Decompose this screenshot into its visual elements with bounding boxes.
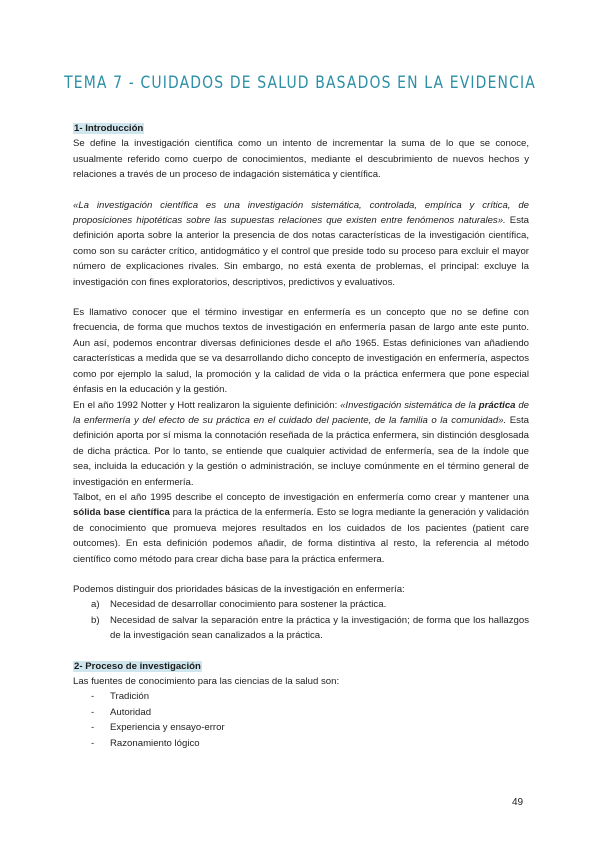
list-item bbox=[73, 613, 529, 644]
list-marker: - bbox=[91, 722, 95, 734]
sources-list bbox=[73, 689, 529, 751]
list-item bbox=[73, 736, 529, 751]
section-1-heading bbox=[73, 121, 529, 136]
priorities-list bbox=[73, 597, 529, 643]
section-2-heading bbox=[73, 659, 529, 674]
bold-text: sólida base científica bbox=[73, 507, 170, 519]
paragraph-definition: Se define la investigación científica como un intento de incrementar la suma de lo que se conoce, usualmente referido como cuerpo de conocimientos, mediante el descubrimiento de nuevos hechos y relaciones a través de un proceso de indagación sistemática y científica. bbox=[73, 138, 529, 181]
paragraph-talbot bbox=[73, 490, 529, 567]
paragraph-sources-intro: Las fuentes de conocimiento para las ciencias de la salud son: bbox=[73, 676, 340, 687]
paragraph-text: Esta definición aporta sobre la anterior la presencia de dos notas características de la investigación científica, como son su carácter crítico, antidogmático y el control que preside todo su proceso para excluir el mayor número de explicaciones rivales. Sin embargo, no está exenta de problemas, el principal: excluye la investigación con fines exploratorios, descriptivos, predictivos y evaluativos. bbox=[73, 215, 529, 288]
paragraph-nursing-research: Es llamativo conocer que el término investigar en enfermería es un concepto que no se define con frecuencia, de forma que muchos textos de investigación en enfermería pasan de largo ante este punto. Aun así, podemos encontrar diversas definiciones desde el año 1965. Estas definiciones van añadiendo características a medida que se va desarrollando dicho concepto de investigación en enfermería, aspectos como por ejemplo la salud, la promoción y la calidad de vida o la práctica enfermera que pone especial énfasis en la educación y la gestión. bbox=[73, 307, 529, 396]
document-body bbox=[73, 121, 529, 751]
list-item bbox=[73, 720, 529, 735]
quote-text: «Investigación sistemática de la bbox=[340, 399, 479, 411]
paragraph-text: Esta definición aporta por sí misma la connotación reseñada de la práctica enfermera, sin distinción desglosada de dicha práctica. Por lo tanto, se entiende que cualquier actividad de enfermería, sea de la índole que sea, incluida la educación y la gestión o administración, se incluye comúnmente en el término general de investigación en enfermería. bbox=[73, 414, 529, 488]
list-item-text: Autoridad bbox=[110, 706, 152, 718]
page-number: 49 bbox=[512, 797, 524, 808]
page-title: TEMA 7 - CUIDADOS DE SALUD BASADOS EN LA EVIDENCIA bbox=[64, 73, 536, 93]
list-marker: a) bbox=[91, 599, 100, 611]
list-marker: - bbox=[91, 706, 95, 718]
list-item-text: Necesidad de desarrollar conocimiento para sostener la práctica. bbox=[110, 599, 387, 611]
quote-text: de la enfermería y del efecto de su práctica en el cuidado del paciente, de la familia o la comunidad». bbox=[73, 399, 529, 426]
list-marker: - bbox=[91, 737, 95, 749]
list-item bbox=[73, 705, 529, 720]
list-marker: b) bbox=[91, 614, 100, 626]
paragraph-text: En el año 1992 Notter y Hott realizaron la siguiente definición: bbox=[73, 399, 341, 411]
paragraph-text: Talbot, en el año 1995 describe el concepto de investigación en enfermería como crear y mantener una bbox=[73, 491, 529, 503]
paragraph-quote-definition bbox=[73, 198, 529, 290]
list-marker: - bbox=[91, 691, 95, 703]
list-item-text: Experiencia y ensayo-error bbox=[110, 722, 225, 734]
list-item-text: Necesidad de salvar la separación entre la práctica y la investigación; de forma que los hallazgos de la investigación sean canalizados a la práctica. bbox=[110, 614, 529, 642]
paragraph-priorities-intro: Podemos distinguir dos prioridades básicas de la investigación en enfermería: bbox=[73, 583, 405, 595]
paragraph-text: para la práctica de la enfermería. Esto se logra mediante la generación y validación de conocimiento que promueva mejores resultados en los cuidados de los pacientes (patient care outcomes). En esta definición podemos añadir, de forma distintiva al resto, la referencia al método científico como método para crear dicha base para la práctica enfermera. bbox=[73, 507, 529, 565]
quote-bold-text: práctica bbox=[478, 399, 516, 411]
section-heading-highlight: 1- Introducción bbox=[74, 123, 144, 134]
section-heading-highlight: 2- Proceso de investigación bbox=[74, 660, 201, 672]
list-item-text: Tradición bbox=[110, 691, 150, 703]
list-item bbox=[73, 597, 529, 612]
quote-text: «La investigación científica es una investigación sistemática, controlada, empírica y crítica, de proposiciones hipotéticas sobre las supuestas relaciones que existen entre fenómenos naturales». bbox=[73, 199, 529, 227]
list-item bbox=[73, 689, 529, 704]
list-item-text: Razonamiento lógico bbox=[110, 737, 200, 749]
paragraph-notter-hott bbox=[73, 398, 529, 490]
